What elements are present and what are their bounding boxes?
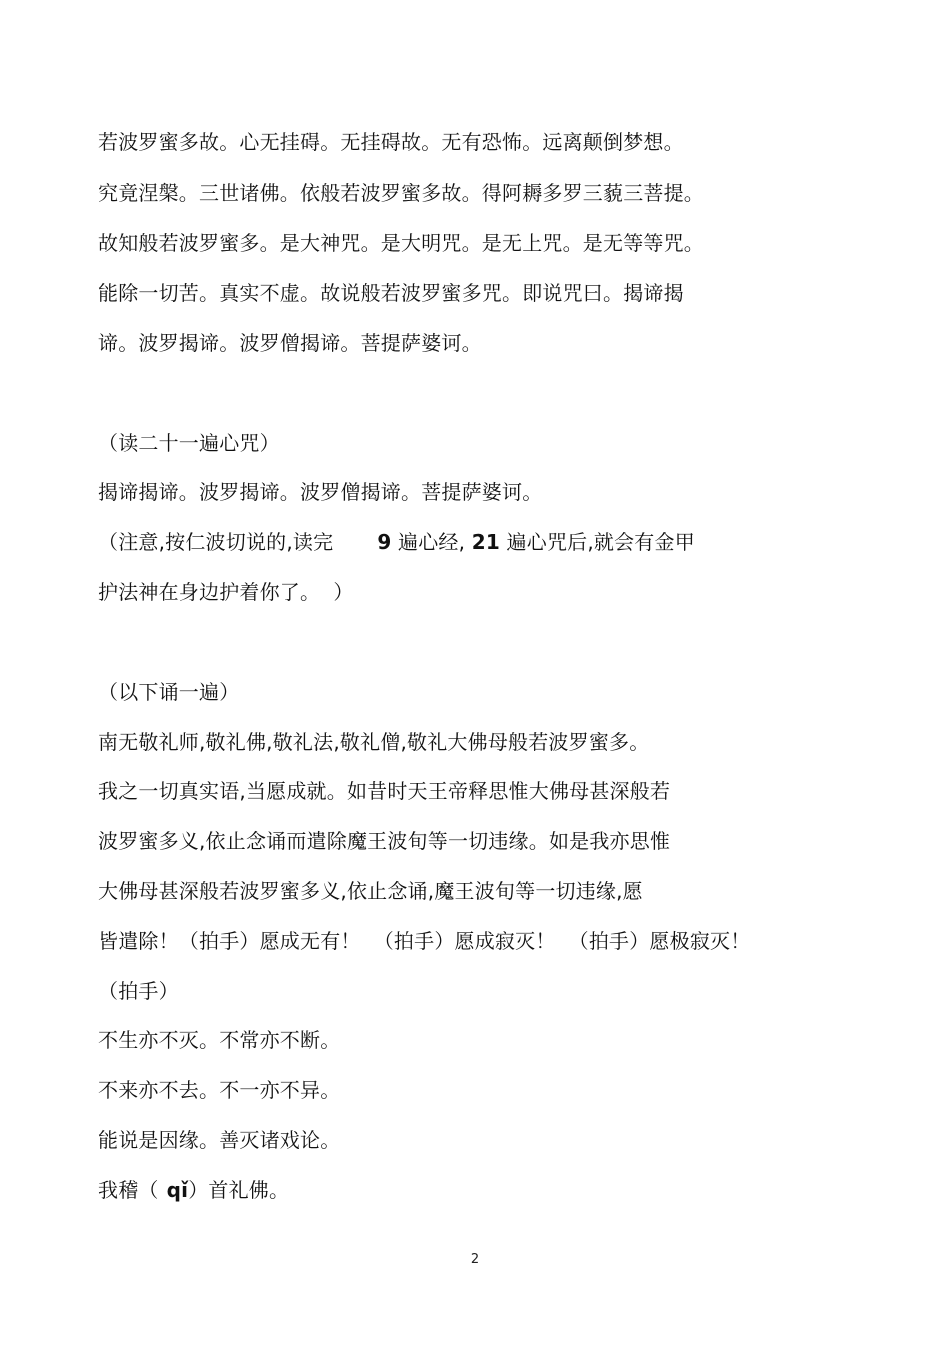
text-line-5: 谛。波罗揭谛。波罗僧揭谛。菩提萨婆诃。 bbox=[98, 331, 482, 355]
text-line-prajna-meaning: 波罗蜜多义,依止念诵而遣除魔王波旬等一切违缘。如是我亦思惟 bbox=[98, 829, 671, 853]
text-line-3: 故知般若波罗蜜多。是大神咒。是大明咒。是无上咒。是无等等咒。 bbox=[98, 231, 704, 255]
text-line-2: 究竟涅槃。三世诸佛。依般若波罗蜜多故。得阿耨多罗三藐三菩提。 bbox=[98, 181, 704, 205]
note-text-1: （注意,按仁波切说的,读完 bbox=[98, 530, 334, 554]
verse-line-1: 不生亦不灭。不常亦不断。 bbox=[98, 1028, 341, 1052]
note-number-9: 9 bbox=[377, 530, 392, 554]
mantra-line: 揭谛揭谛。波罗揭谛。波罗僧揭谛。菩提萨婆诃。 bbox=[98, 480, 543, 504]
section-heading-heart-mantra: （读二十一遍心咒） bbox=[98, 431, 280, 455]
note-text-2: 遍心经, bbox=[398, 530, 466, 554]
text-line-clap: （拍手） bbox=[98, 979, 179, 1003]
note-line-2: 护法神在身边护着你了。 ） bbox=[98, 580, 354, 604]
text-line-homage: 南无敬礼师,敬礼佛,敬礼法,敬礼僧,敬礼大佛母般若波罗蜜多。 bbox=[98, 730, 650, 754]
verse-line-3: 能说是因缘。善灭诸戏论。 bbox=[98, 1128, 341, 1152]
verse-line-4 bbox=[98, 1176, 289, 1204]
verse-line-2: 不来亦不去。不一亦不异。 bbox=[98, 1078, 341, 1102]
text-line-clap-wishes: 皆遣除！（拍手）愿成无有！ （拍手）愿成寂灭！ （拍手）愿极寂灭！ bbox=[98, 929, 751, 953]
note-text-3: 遍心咒后,就会有金甲 bbox=[506, 530, 695, 554]
pinyin-qi: qǐ bbox=[166, 1178, 189, 1202]
verse-text-1: 我稽（ bbox=[98, 1178, 159, 1202]
text-line-4: 能除一切苦。真实不虚。故说般若波罗蜜多咒。即说咒曰。揭谛揭 bbox=[98, 281, 684, 305]
text-line-true-words: 我之一切真实语,当愿成就。如昔时天王帝释思惟大佛母甚深般若 bbox=[98, 779, 671, 803]
text-line-1: 若波罗蜜多故。心无挂碍。无挂碍故。无有恐怖。远离颠倒梦想。 bbox=[98, 130, 684, 154]
section-heading-recite-once: （以下诵一遍） bbox=[98, 680, 240, 704]
verse-text-2: ）首礼佛。 bbox=[188, 1178, 290, 1202]
note-number-21: 21 bbox=[471, 530, 500, 554]
page-number: 2 bbox=[470, 1252, 480, 1267]
note-line-1 bbox=[98, 528, 695, 556]
text-line-obstacles: 大佛母甚深般若波罗蜜多义,依止念诵,魔王波旬等一切违缘,愿 bbox=[98, 879, 643, 903]
